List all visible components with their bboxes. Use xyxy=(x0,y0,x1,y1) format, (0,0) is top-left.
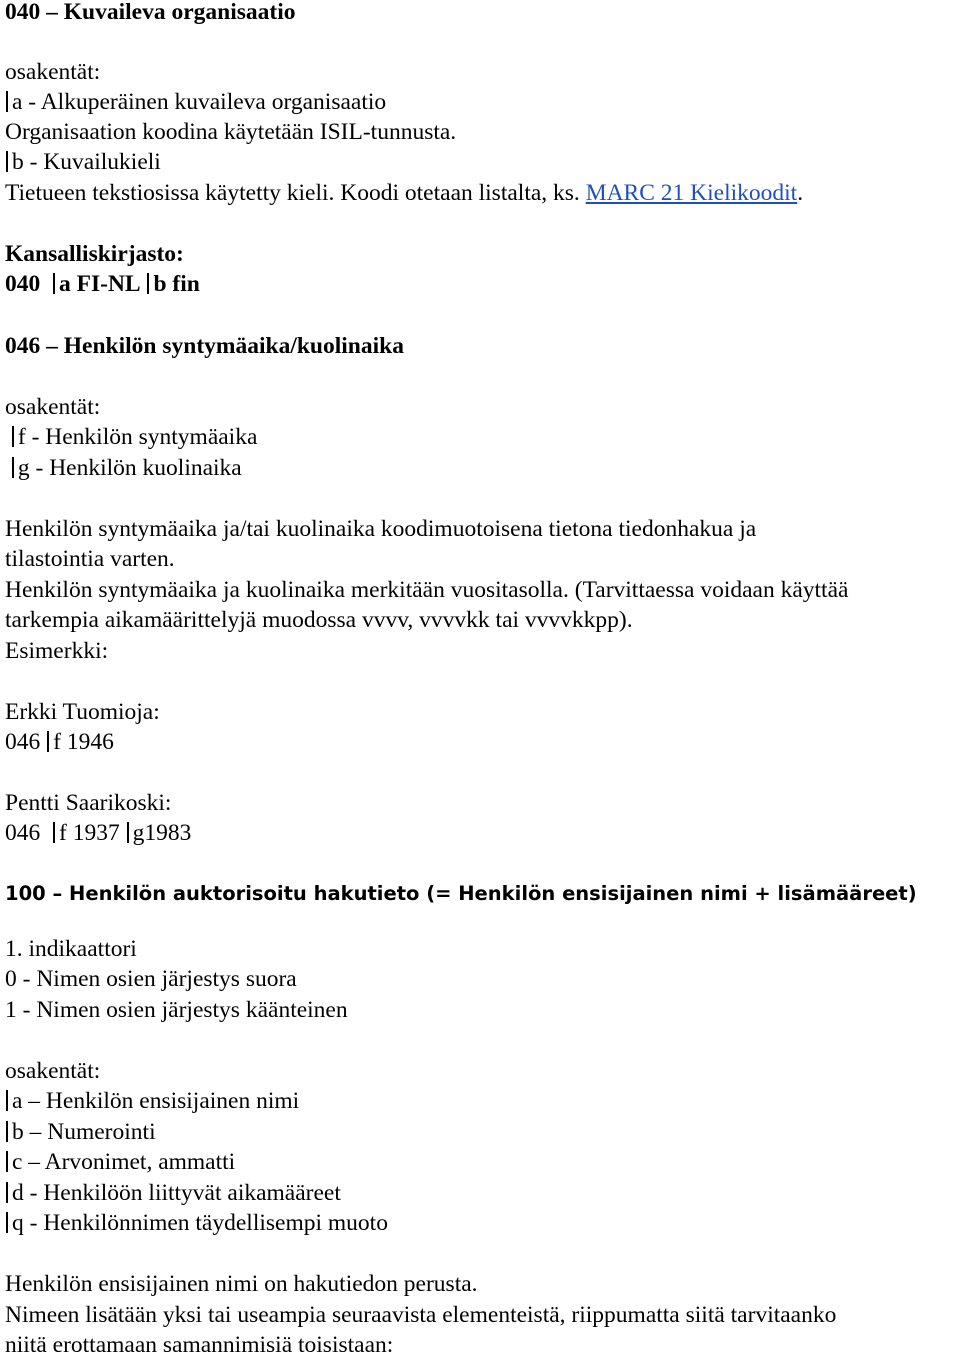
subfield-delimiter xyxy=(53,273,55,294)
example-046-name-1: Erkki Tuomioja: xyxy=(5,699,160,725)
paragraph-046-1-line2: tilastointia varten. xyxy=(5,546,175,572)
subfield-100-d: d - Henkilöön liittyvät aikamääreet xyxy=(5,1178,341,1208)
paragraph-100-2-line1: Nimeen lisätään yksi tai useampia seuraavista elementeistä, riippumatta siitä tarvitaanko xyxy=(5,1302,837,1328)
indicator-100-1: 1 - Nimen osien järjestys käänteinen xyxy=(5,997,348,1023)
paragraph-046-2-line2: tarkempia aikamäärittelyjä muodossa vvvv, vvvvkk tai vvvvkkpp). xyxy=(5,607,633,633)
paragraph-046-2-line1: Henkilön syntymäaika ja kuolinaika merkitään vuositasolla. (Tarvittaessa voidaan käyttää xyxy=(5,577,849,603)
subfield-040-a-note: Organisaation koodina käytetään ISIL-tunnusta. xyxy=(5,119,457,145)
paragraph-100-2-line2: niitä erottamaan samannimisiä toisistaan: xyxy=(5,1332,394,1358)
heading-046: 046 – Henkilön syntymäaika/kuolinaika xyxy=(5,333,404,359)
indicator-100-0: 0 - Nimen osien järjestys suora xyxy=(5,966,297,992)
subfield-delimiter xyxy=(127,822,129,843)
paragraph-046-1-line1: Henkilön syntymäaika ja/tai kuolinaika koodimuotoisena tietona tiedonhakua ja xyxy=(5,516,757,542)
subfields-label-046: osakentät: xyxy=(5,394,101,420)
kansalliskirjasto-label: Kansalliskirjasto: xyxy=(5,241,184,267)
subfield-040-b-note: Tietueen tekstiosissa käytetty kieli. Koodi otetaan listalta, ks. MARC 21 Kielikoodit. xyxy=(5,180,804,206)
subfield-delimiter xyxy=(6,1121,8,1142)
subfield-delimiter xyxy=(6,1151,8,1172)
subfield-100-q: q - Henkilönnimen täydellisempi muoto xyxy=(5,1208,388,1238)
subfield-delimiter xyxy=(6,91,8,112)
indicator-label-100: 1. indikaattori xyxy=(5,936,137,962)
subfield-delimiter xyxy=(12,457,14,478)
subfield-delimiter xyxy=(6,1182,8,1203)
example-040: 040 a FI-NL b fin xyxy=(5,271,200,297)
subfield-delimiter xyxy=(12,426,14,447)
heading-100: 100 – Henkilön auktorisoitu hakutieto (= Henkilön ensisijainen nimi + lisämääreet) xyxy=(5,882,917,905)
subfield-100-a: a – Henkilön ensisijainen nimi xyxy=(5,1086,299,1116)
subfield-100-c: c – Arvonimet, ammatti xyxy=(5,1147,235,1177)
example-label-046: Esimerkki: xyxy=(5,638,109,664)
subfield-046-g: g - Henkilön kuolinaika xyxy=(5,453,242,483)
subfield-delimiter xyxy=(6,1090,8,1111)
example-046-name-2: Pentti Saarikoski: xyxy=(5,790,172,816)
subfields-label-100: osakentät: xyxy=(5,1058,101,1084)
example-046-1: 046 f 1946 xyxy=(5,729,114,755)
subfield-delimiter xyxy=(53,822,55,843)
marc21-language-codes-link[interactable]: MARC 21 Kielikoodit xyxy=(585,180,798,206)
subfields-label-040: osakentät: xyxy=(5,59,101,85)
subfield-delimiter xyxy=(147,273,149,294)
subfield-040-b: b - Kuvailukieli xyxy=(5,147,161,177)
paragraph-100-1: Henkilön ensisijainen nimi on hakutiedon perusta. xyxy=(5,1271,478,1297)
example-046-2: 046 f 1937 g1983 xyxy=(5,820,192,846)
subfield-100-b: b – Numerointi xyxy=(5,1117,156,1147)
subfield-040-a: a - Alkuperäinen kuvaileva organisaatio xyxy=(5,87,386,117)
subfield-delimiter xyxy=(6,1212,8,1233)
subfield-delimiter xyxy=(47,731,49,752)
heading-040: 040 – Kuvaileva organisaatio xyxy=(5,0,296,25)
subfield-delimiter xyxy=(6,151,8,172)
subfield-046-f: f - Henkilön syntymäaika xyxy=(5,422,257,452)
